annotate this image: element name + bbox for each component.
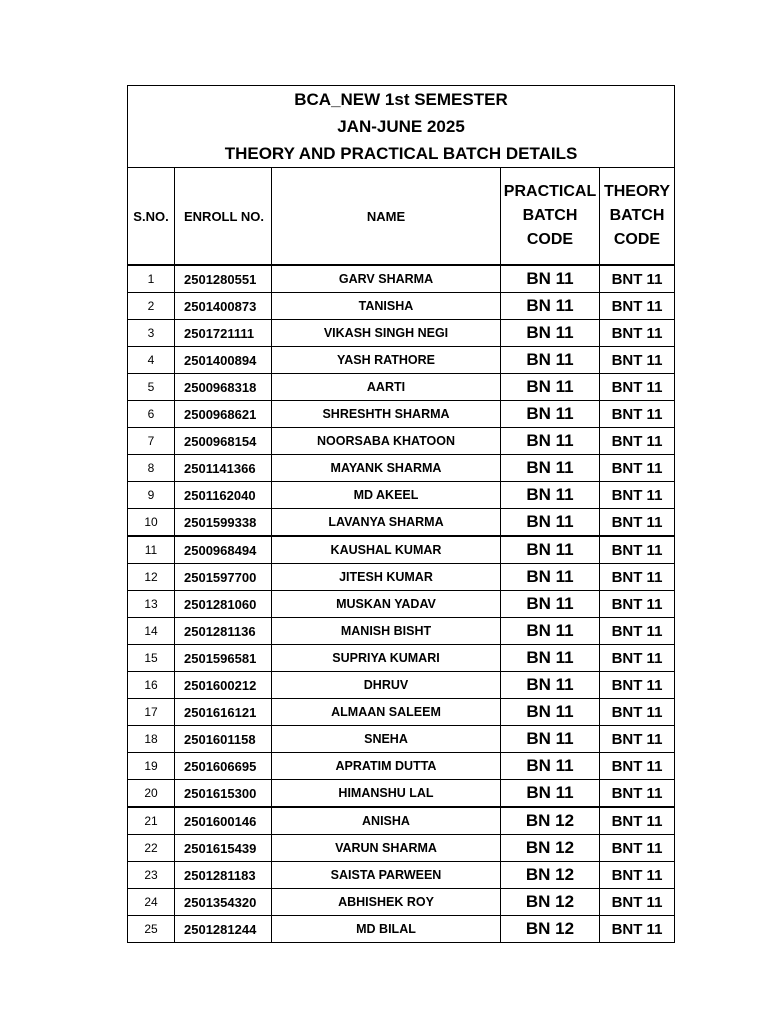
theory-batch-code-cell: BNT 11 [600,807,675,835]
theory-batch-code-cell: BNT 11 [600,645,675,672]
table-row [128,482,675,509]
enroll-no-cell: 2500968154 [175,428,272,455]
practical-batch-code-cell: BN 11 [501,591,600,618]
practical-batch-code-cell: BN 12 [501,835,600,862]
sno-cell: 9 [128,482,175,509]
sno-cell: 22 [128,835,175,862]
sno-cell: 1 [128,265,175,293]
enroll-no-cell: 2501400894 [175,347,272,374]
practical-batch-code-cell: BN 11 [501,265,600,293]
theory-batch-code-cell: BNT 11 [600,455,675,482]
sno-cell: 25 [128,916,175,943]
enroll-no-cell: 2501280551 [175,265,272,293]
theory-batch-code-cell: BNT 11 [600,726,675,753]
enroll-no-cell: 2501281136 [175,618,272,645]
header-practical-batch-code [501,168,600,266]
table-row [128,455,675,482]
theory-batch-code-cell: BNT 11 [600,916,675,943]
practical-batch-code-cell: BN 11 [501,699,600,726]
title-line-3: THEORY AND PRACTICAL BATCH DETAILS [224,144,578,163]
name-cell: DHRUV [272,672,501,699]
table-row [128,780,675,808]
enroll-no-cell: 2501601158 [175,726,272,753]
theory-batch-code-cell: BNT 11 [600,428,675,455]
title-line-2: JAN-JUNE 2025 [337,117,465,136]
sno-cell: 19 [128,753,175,780]
theory-batch-code-cell: BNT 11 [600,835,675,862]
sno-cell: 13 [128,591,175,618]
table-row [128,753,675,780]
practical-batch-code-cell: BN 11 [501,564,600,591]
practical-batch-code-cell: BN 11 [501,374,600,401]
name-cell: YASH RATHORE [272,347,501,374]
enroll-no-cell: 2501615439 [175,835,272,862]
table-row [128,726,675,753]
name-cell: SNEHA [272,726,501,753]
practical-batch-code-cell: BN 11 [501,401,600,428]
name-cell: ANISHA [272,807,501,835]
sno-cell: 2 [128,293,175,320]
theory-batch-code-cell: BNT 11 [600,482,675,509]
practical-batch-code-cell: BN 11 [501,347,600,374]
enroll-no-cell: 2501721111 [175,320,272,347]
table-row [128,374,675,401]
table-row [128,807,675,835]
enroll-no-cell: 2501616121 [175,699,272,726]
theory-batch-code-cell: BNT 11 [600,780,675,808]
header-practical-line-1: PRACTICAL [503,183,597,200]
table-row [128,536,675,564]
practical-batch-code-cell: BN 11 [501,672,600,699]
batch-details-table [127,85,675,943]
name-cell: VARUN SHARMA [272,835,501,862]
theory-batch-code-cell: BNT 11 [600,347,675,374]
practical-batch-code-cell: BN 11 [501,320,600,347]
name-cell: ALMAAN SALEEM [272,699,501,726]
name-cell: MD BILAL [272,916,501,943]
name-cell: NOORSABA KHATOON [272,428,501,455]
practical-batch-code-cell: BN 12 [501,916,600,943]
theory-batch-code-cell: BNT 11 [600,265,675,293]
practical-batch-code-cell: BN 11 [501,536,600,564]
table-row [128,645,675,672]
header-row [128,168,675,266]
enroll-no-cell: 2500968621 [175,401,272,428]
name-cell: TANISHA [272,293,501,320]
header-practical-line-2: BATCH [522,207,578,224]
name-cell: MUSKAN YADAV [272,591,501,618]
enroll-no-cell: 2501600212 [175,672,272,699]
name-cell: JITESH KUMAR [272,564,501,591]
table-row [128,889,675,916]
name-cell: AARTI [272,374,501,401]
theory-batch-code-cell: BNT 11 [600,753,675,780]
theory-batch-code-cell: BNT 11 [600,564,675,591]
enroll-no-cell: 2501597700 [175,564,272,591]
sno-cell: 7 [128,428,175,455]
enroll-no-cell: 2501400873 [175,293,272,320]
sno-cell: 15 [128,645,175,672]
name-cell: SAISTA PARWEEN [272,862,501,889]
name-cell: GARV SHARMA [272,265,501,293]
practical-batch-code-cell: BN 11 [501,509,600,537]
sno-cell: 17 [128,699,175,726]
sno-cell: 8 [128,455,175,482]
practical-batch-code-cell: BN 12 [501,807,600,835]
sno-cell: 12 [128,564,175,591]
enroll-no-cell: 2501162040 [175,482,272,509]
theory-batch-code-cell: BNT 11 [600,618,675,645]
practical-batch-code-cell: BN 11 [501,455,600,482]
table-row [128,428,675,455]
theory-batch-code-cell: BNT 11 [600,862,675,889]
name-cell: SUPRIYA KUMARI [272,645,501,672]
name-cell: MD AKEEL [272,482,501,509]
theory-batch-code-cell: BNT 11 [600,672,675,699]
name-cell: ABHISHEK ROY [272,889,501,916]
theory-batch-code-cell: BNT 11 [600,401,675,428]
sno-cell: 18 [128,726,175,753]
sno-cell: 4 [128,347,175,374]
table-row [128,509,675,537]
sno-cell: 24 [128,889,175,916]
document-title [128,86,675,168]
enroll-no-cell: 2500968318 [175,374,272,401]
enroll-no-cell: 2500968494 [175,536,272,564]
practical-batch-code-cell: BN 12 [501,862,600,889]
table-row [128,618,675,645]
name-cell: HIMANSHU LAL [272,780,501,808]
header-enroll: ENROLL NO. [175,168,272,266]
sno-cell: 5 [128,374,175,401]
practical-batch-code-cell: BN 11 [501,753,600,780]
sno-cell: 11 [128,536,175,564]
header-practical-line-3: CODE [526,231,574,248]
enroll-no-cell: 2501599338 [175,509,272,537]
theory-batch-code-cell: BNT 11 [600,591,675,618]
practical-batch-code-cell: BN 11 [501,618,600,645]
practical-batch-code-cell: BN 11 [501,780,600,808]
sno-cell: 23 [128,862,175,889]
name-cell: MAYANK SHARMA [272,455,501,482]
sno-cell: 20 [128,780,175,808]
sno-cell: 16 [128,672,175,699]
table-row [128,401,675,428]
header-theory-line-1: THEORY [603,183,671,200]
enroll-no-cell: 2501281244 [175,916,272,943]
table-row [128,835,675,862]
sno-cell: 10 [128,509,175,537]
practical-batch-code-cell: BN 11 [501,726,600,753]
sno-cell: 6 [128,401,175,428]
name-cell: MANISH BISHT [272,618,501,645]
header-sno: S.NO. [128,168,175,266]
table-row [128,591,675,618]
table-row [128,916,675,943]
title-row [128,86,675,168]
table-row [128,672,675,699]
enroll-no-cell: 2501615300 [175,780,272,808]
theory-batch-code-cell: BNT 11 [600,536,675,564]
table-row [128,347,675,374]
practical-batch-code-cell: BN 11 [501,482,600,509]
header-name: NAME [272,168,501,266]
name-cell: LAVANYA SHARMA [272,509,501,537]
table-row [128,862,675,889]
table-row [128,699,675,726]
table-row [128,320,675,347]
theory-batch-code-cell: BNT 11 [600,889,675,916]
name-cell: SHRESHTH SHARMA [272,401,501,428]
theory-batch-code-cell: BNT 11 [600,699,675,726]
table-row [128,265,675,293]
theory-batch-code-cell: BNT 11 [600,293,675,320]
enroll-no-cell: 2501141366 [175,455,272,482]
table-row [128,293,675,320]
name-cell: KAUSHAL KUMAR [272,536,501,564]
theory-batch-code-cell: BNT 11 [600,374,675,401]
name-cell: VIKASH SINGH NEGI [272,320,501,347]
sno-cell: 3 [128,320,175,347]
practical-batch-code-cell: BN 12 [501,889,600,916]
enroll-no-cell: 2501281183 [175,862,272,889]
enroll-no-cell: 2501281060 [175,591,272,618]
title-line-1: BCA_NEW 1st SEMESTER [294,90,508,109]
enroll-no-cell: 2501606695 [175,753,272,780]
theory-batch-code-cell: BNT 11 [600,509,675,537]
sno-cell: 14 [128,618,175,645]
practical-batch-code-cell: BN 11 [501,293,600,320]
practical-batch-code-cell: BN 11 [501,645,600,672]
sno-cell: 21 [128,807,175,835]
enroll-no-cell: 2501600146 [175,807,272,835]
practical-batch-code-cell: BN 11 [501,428,600,455]
table-row [128,564,675,591]
name-cell: APRATIM DUTTA [272,753,501,780]
enroll-no-cell: 2501596581 [175,645,272,672]
header-theory-batch-code [600,168,675,266]
header-theory-line-2: BATCH [609,207,665,224]
enroll-no-cell: 2501354320 [175,889,272,916]
header-theory-line-3: CODE [613,231,661,248]
theory-batch-code-cell: BNT 11 [600,320,675,347]
